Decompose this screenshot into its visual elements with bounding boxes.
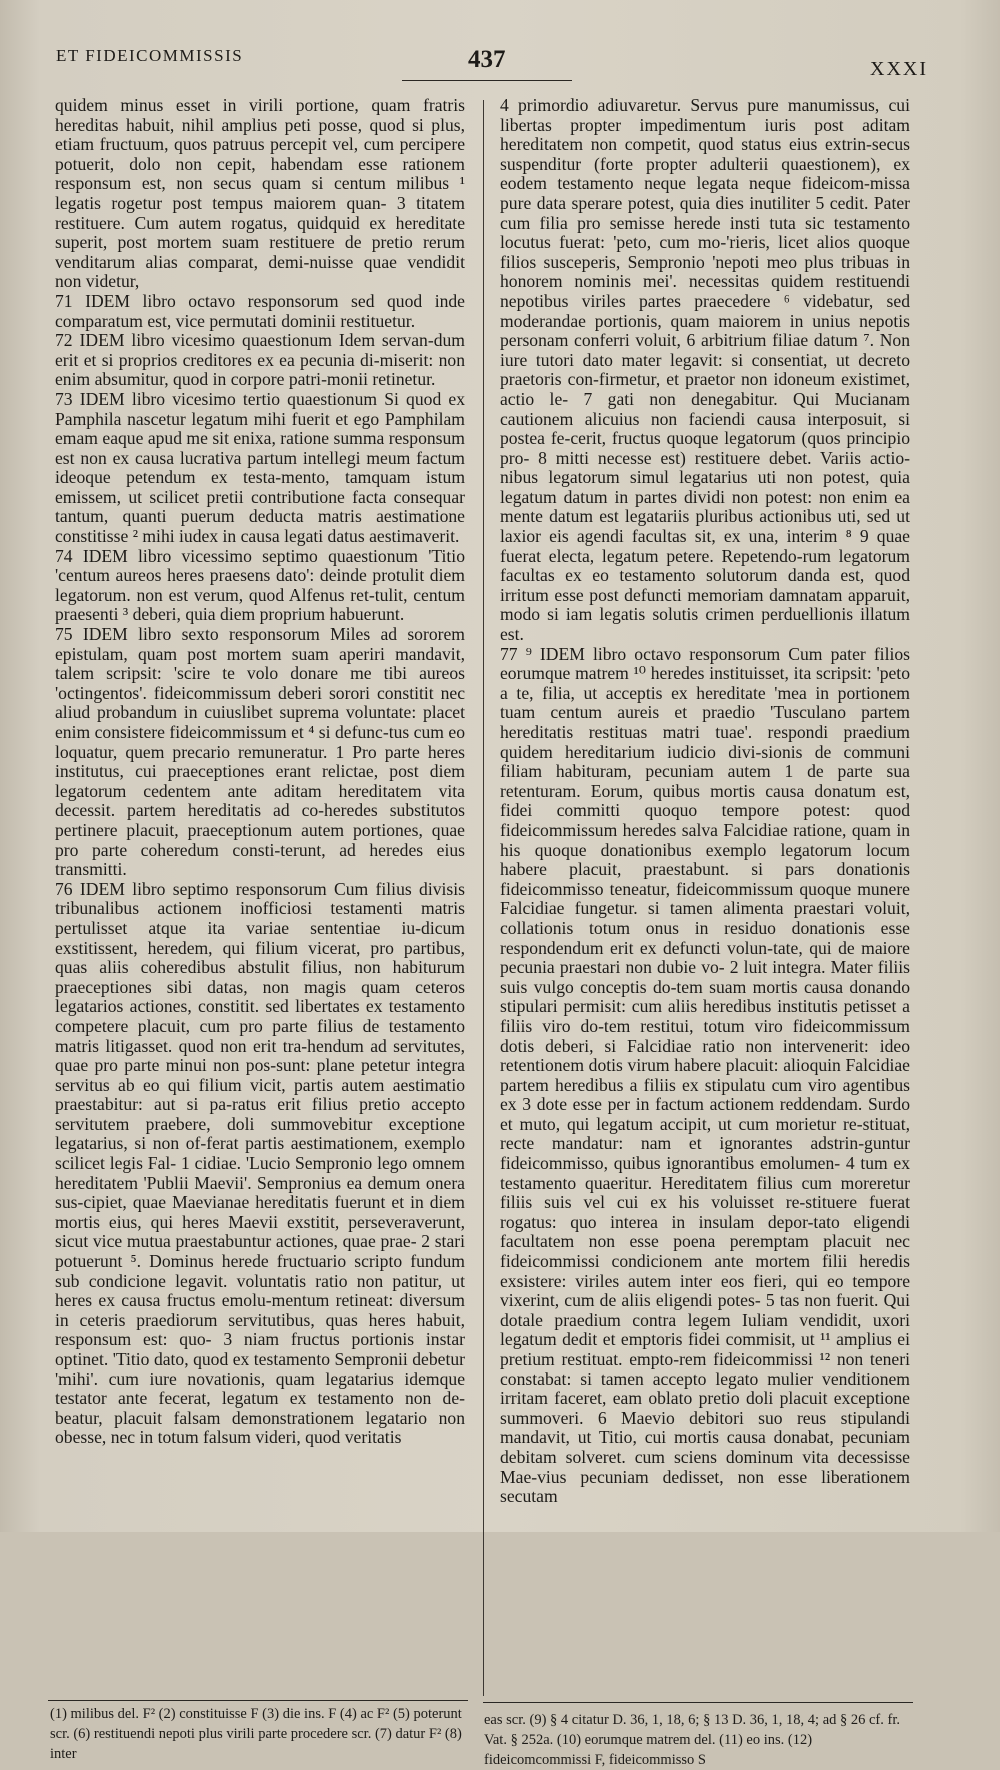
footnotes-left: [50, 1704, 470, 1764]
footnote-rule: [483, 1702, 913, 1703]
footnote-rule: [48, 1700, 468, 1701]
column-divider: [483, 100, 484, 1696]
footnotes-right: [484, 1710, 916, 1770]
paragraph: 74 IDEM libro vicessimo septimo quaestionum 'Titio 'centum aureos heres praesens dato': deinde protulit diem legatorum. non est verum, quod Alfenus ret-tulit, centum praesenti ³ deberi, quia diem proprium habuerunt.: [55, 545, 465, 625]
paragraph: 71 IDEM libro octavo responsorum sed quod inde comparatum est, vice permutati dominii restituetur.: [55, 290, 465, 331]
paragraph: 73 IDEM libro vicesimo tertio quaestionum Si quod ex Pamphila nascetur legatum mihi fuerit et ego Pamphilam emam eaque apud me sit enixa, ratione summa responsum est non ex causa lucrativa partum intellegi meum factum ideoque petendum ex testa-mento, tamquam istum emissem, ut scilicet pretii contributione facta consequar tantum, quanti puerum deducta matris aestimatione constitisse ² mihi iudex in causa legati datus aestimaverit.: [55, 388, 465, 547]
left-text-column: [55, 96, 465, 1686]
right-text-column: [500, 96, 910, 1686]
running-title: ET FIDEICOMMISSIS: [56, 46, 244, 65]
paragraph: 76 IDEM libro septimo responsorum Cum filius divisis tribunalibus actionem inofficiosi testamenti matris pertulisset atque ita variae sententiae iu-dicum exstitissent, heredem, qui filium vicerat, pro partibus, quas aliis coheredibus abstulit filius, non habiturum praeceptiones sibi datas, non magis quam ceteros legatarios actiones, constitit. sed libertates ex testamento competere placuit, cum pro parte filius de testamento matris litigasset. quod non erit tra-hendum ad servitutes, quae pro parte minui non pos-sunt: plane petetur integra servitus ab eo qui filium vicit, partis autem aestimatio praestabitur: aut si pa-ratus erit filius pretio accepto servitutem praebere, doli summovebitur exceptione legatarius, si non of-ferat partis aestimationem, exemplo scilicet legis Fal- 1 cidiae. 'Lucio Sempronio lego omnem hereditatem 'Publii Maevii'. Sempronius ea demum onera sus-cipiet, quae Maevianae hereditatis fuerunt et in diem mortis eius, qui heres Maevii exstitit, perseveraverunt, sicut vice mutua praestabuntur actiones, quae prae- 2 stari potuerunt ⁵. Dominus herede fructuario scripto fundum sub condicione legavit. voluntatis ratio non patitur, ut heres ex causa fructus emolu-mentum retineat: diversum in ceteris praediorum servitutibus, quas heres habuit, responsum est: quo- 3 niam fructus portionis instar optinet. 'Titio dato, quod ex testamento Sempronii debetur 'mihi'. cum iure novationis, quam legatarius idemque testator ante fecerat, legatum ex testamento non de-beatur, placuit falsam demonstrationem legatario non obesse, nec in totum falsum videri, quod veritatis: [55, 878, 465, 1448]
paragraph: 72 IDEM libro vicesimo quaestionum Idem servan-dum erit et si proprios creditores ex ea pecunia di-miserit: non enim absumitur, quod in corpore patri-monii retinetur.: [55, 330, 465, 390]
paragraph: 75 IDEM libro sexto responsorum Miles ad sororem epistulam, quam post mortem suam aperiri mandavit, talem scripsit: 'scire te volo donare me tibi aureos 'octingentos'. fideicommissum deberi sorori constitit nec aliud probandum in cuiuslibet suprema voluntate: placet enim consistere fideicommissum et ⁴ si defunc-tus cum eo loquatur, quem precario remuneratur. 1 Pro parte heres institutus, cui praeceptiones erant relictae, post diem legatorum cedentem ante aditam hereditatem vita decessit. partem hereditatis ad co-heredes substitutos pertinere placuit, praeceptionum autem portiones, quae pro parte coheredum consti-terunt, ad heredes eius transmitti.: [55, 624, 465, 880]
footnote-text: eas scr. (9) § 4 citatur D. 36, 1, 18, 6; § 13 D. 36, 1, 18, 4; ad § 26 cf. fr. Vat. § 252a. (10) eorumque matrem del. (11) eo ins. (12) fideicomcommissi F, fideicommisso S: [484, 1712, 900, 1768]
footnote-text: (1) milibus del. F² (2) constituisse F (3) die ins. F (4) ac F² (5) poterunt scr. (6) restituendi nepoti plus virili parte procedere scr. (7) datur F² (8) inter: [50, 1706, 462, 1762]
paragraph: 77 ⁹ IDEM libro octavo responsorum Cum pater filios eorumque matrem ¹⁰ heredes instituisset, ita scripsit: 'peto a te, filia, ut acceptis ex hereditate 'mea in portionem tuam centum aureis et praedio 'Tusculano partem hereditatis restituas matri tuae'. respondi praedium quidem hereditarium iudicio divi-sionis de communi filiam habituram, pecuniam autem 1 de parte sua retenturam. Eorum, quibus mortis causa donatum est, fidei committi quoquo tempore potest: quod fideicommissum heredes salva Falcidiae ratione, quam in his quoque donationibus exemplo legatorum locum habere placuit, praestabunt. si pars donationis fideicommisso teneatur, fideicommissum quoque munere Falcidiae fungetur. si tamen alimenta praestari voluit, collationis totum onus in residuo donationis esse respondendum erit ex defuncti volun-tate, qui de maiore pecunia praestari non dubie vo- 2 luit integra. Mater filiis suis vulgo conceptis do-tem suam mortis causa donando stipulari permisit: cum aliis heredibus institutis petisset a filiis viro do-tem restitui, totum viro fideicommissum dotis deberi, si Falcidiae ratio non intervenerit: ideo retentionem dotis virum habere placuit: alioquin Falcidiae partem heredibus a filiis ex stipulatu cum viro agentibus ex 3 dote esse per in factum actionem reddendam. Surdo et muto, qui legatum accipit, ut cum morietur re-stituat, recte mandatur: nam et ignorantes adstrin-guntur fideicommisso, quibus ignorantibus emolumen- 4 tum ex testamento quaeritur. Hereditatem filius cum moreretur filiis suis vel cui ex his voluisset re-stituere fuerat rogatus: quo interea in insulam depor-tato eligendi facultatem non esse poena peremptam placuit nec fideicommissi condicionem ante mortem filii heredis exsistere: viriles autem inter eos fieri, qui eo tempore vixerint, cum de aliis eligendi potes- 5 tas non fuerit. Qui dotale praedium contra legem Iuliam vendidit, uxori legatum dedit et emptoris fidei commisit, ut ¹¹ amplius ei pretium restituat. empto-rem fideicommissi ¹² non teneri constabat: si tamen accepto legato mulier venditionem irritam faceret, eam oblato pretio doli placuit exceptione summoveri. 6 Maevio debitori suo reus stipulandi mandavit, ut Titio, cui mortis causa donabat, pecuniam debitam solveret. cum sciens dominum vita decessisse Mae-vius pecuniam dedisset, non esse liberationem secutam: [500, 643, 910, 1507]
paragraph: 4 primordio adiuvaretur. Servus pure manumissus, cui libertas propter impedimentum iuris post aditam hereditatem non competit, quod status eius extrin-secus suspenditur (forte propter adulterii quaestionem), ex eodem testamento neque legata neque fideicom-missa pure data sperare potest, quia dies inutiliter 5 cedit. Pater cum filia pro semisse herede insti tuta sic testamento locutus fuerat: 'peto, cum mo-'rieris, licet alios quoque filios susceperis, Sempronio 'nepoti meo plus tribuas in honorem nominis mei'. necessitas quidem restituendi nepotibus viriles partes praecedere ⁶ videbatur, sed moderandae portionis, quam maiorem in unius nepotis personam conferri voluit, 6 arbitrium filiae datum ⁷. Non iure tutori dato mater legavit: si consentiat, ut decreto praetoris con-firmetur, et praetor non idoneum existimet, actio le- 7 gati non denegabitur. Qui Mucianam cautionem alicuius non faciendi causa interposuit, si postea fe-cerit, fructus quoque legatorum (quos principio pro- 8 mitti necesse est) restituere debet. Variis actio-nibus legatorum simul legatarius uti non potest, quia legatum datum in partes dividi non potest: non enim ea mente datum est legatariis pluribus actionibus uti, sed ut laxior eis agendi facultas sit, ex una, interim ⁸ 9 quae fuerat electa, legatum petere. Repetendo-rum legatorum facultas ex eo testamento solutorum danda est, quod irritum esse post defuncti memoriam damnatam apparuit, modo si iam legatis solutis crimen perduellionis illatum est.: [500, 95, 910, 645]
page-number: 437: [468, 46, 506, 73]
paragraph: quidem minus esset in virili portione, quam fratris hereditas habuit, nihil amplius peti posse, quod si plus, etiam fructuum, quos patruus percepit vel, cum percipere potuerit, dolo non cepit, habendam esse rationem responsum est, non secus quam si centum milibus ¹ legatis rogetur post tempus maiorem quan- 3 titatem restituere. Cum autem rogatus, quidquid ex hereditate superit, post mortem suam restituere de pretio rerum venditarum alias comparat, demi-nuisse quae vendidit non videtur,: [55, 95, 465, 292]
section-number: XXXI: [870, 58, 928, 80]
header-rule: [402, 80, 572, 81]
